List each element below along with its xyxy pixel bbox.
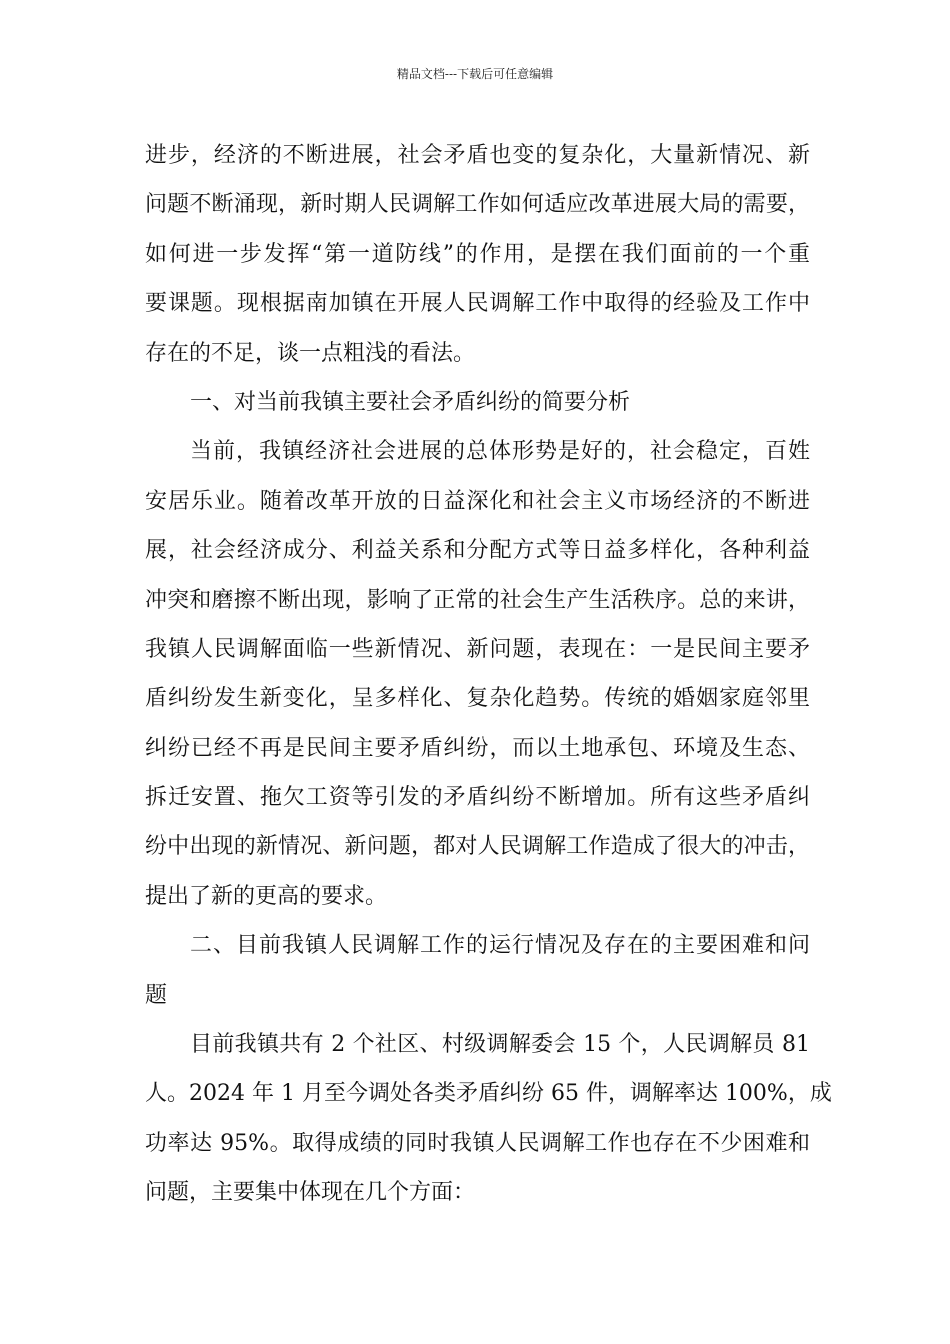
paragraph-line: 如何进一步发挥“第一道防线”的作用，是摆在我们面前的一个重 bbox=[145, 241, 810, 267]
section-heading-1: 一、对当前我镇主要社会矛盾纠纷的简要分析 bbox=[190, 389, 631, 415]
paragraph-line: 我镇人民调解面临一些新情况、新问题，表现在：一是民间主要矛 bbox=[145, 636, 810, 662]
section-heading-2: 二、目前我镇人民调解工作的运行情况及存在的主要困难和问 bbox=[190, 933, 810, 959]
paragraph-line: 冲突和磨擦不断出现，影响了正常的社会生产生活秩序。总的来讲， bbox=[145, 587, 810, 613]
page-header: 精品文档---下载后可任意编辑 bbox=[396, 67, 554, 81]
paragraph-line: 拆迁安置、拖欠工资等引发的矛盾纠纷不断增加。所有这些矛盾纠 bbox=[145, 785, 810, 811]
paragraph-line: 要课题。现根据南加镇在开展人民调解工作中取得的经验及工作中 bbox=[145, 291, 810, 317]
paragraph-line: 纠纷已经不再是民间主要矛盾纠纷，而以土地承包、环境及生态、 bbox=[145, 735, 810, 761]
paragraph-line: 当前，我镇经济社会进展的总体形势是好的，社会稳定，百姓 bbox=[190, 439, 810, 465]
paragraph-line: 问题不断涌现，新时期人民调解工作如何适应改革进展大局的需要， bbox=[145, 192, 810, 218]
section-heading-2-continuation: 题 bbox=[145, 982, 168, 1008]
document-body bbox=[145, 131, 832, 1218]
paragraph-line: 人。2024 年 1 月至今调处各类矛盾纠纷 65 件，调解率达 100%，成 bbox=[145, 1081, 832, 1107]
paragraph-line: 展，社会经济成分、利益关系和分配方式等日益多样化，各种利益 bbox=[145, 538, 810, 564]
paragraph-line: 存在的不足，谈一点粗浅的看法。 bbox=[145, 340, 476, 366]
paragraph-line: 安居乐业。随着改革开放的日益深化和社会主义市场经济的不断进 bbox=[145, 488, 810, 514]
paragraph-line: 盾纠纷发生新变化，呈多样化、复杂化趋势。传统的婚姻家庭邻里 bbox=[145, 686, 810, 712]
paragraph-line: 进步，经济的不断进展，社会矛盾也变的复杂化，大量新情况、新 bbox=[145, 143, 810, 168]
paragraph-line: 提出了新的更高的要求。 bbox=[145, 883, 388, 909]
paragraph-line: 功率达 95%。取得成绩的同时我镇人民调解工作也存在不少困难和 bbox=[145, 1130, 810, 1156]
paragraph-line: 问题，主要集中体现在几个方面： bbox=[145, 1180, 476, 1206]
paragraph-line: 目前我镇共有 2 个社区、村级调解委会 15 个，人民调解员 81 bbox=[190, 1032, 810, 1058]
paragraph-line: 纷中出现的新情况、新问题，都对人民调解工作造成了很大的冲击， bbox=[145, 834, 810, 860]
